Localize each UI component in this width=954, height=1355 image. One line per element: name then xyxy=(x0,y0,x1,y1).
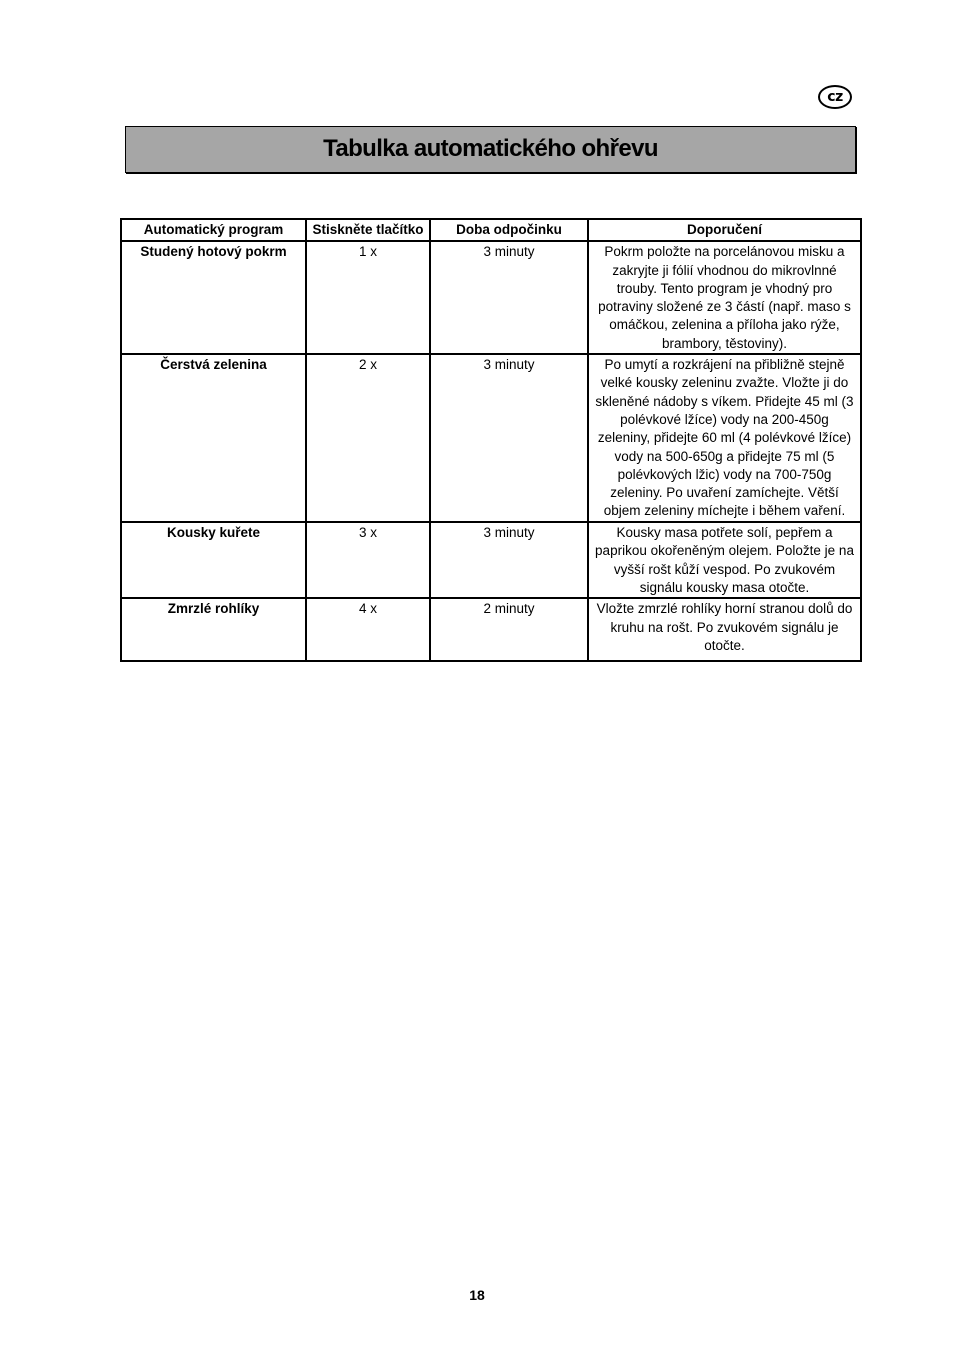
cell-press: 3 x xyxy=(306,522,430,598)
page-number: 18 xyxy=(469,1287,485,1303)
auto-heating-table xyxy=(120,218,862,662)
table-row xyxy=(121,522,861,598)
cell-rest: 3 minuty xyxy=(430,241,588,354)
cell-recommendation: Vložte zmrzlé rohlíky horní stranou dolů do kruhu na rošt. Po zvukovém signálu je otočte. xyxy=(588,598,861,661)
cell-rest: 3 minuty xyxy=(430,354,588,522)
cell-recommendation: Po umytí a rozkrájení na přibližně stejně velké kousky zeleninu zvažte. Vložte ji do skleněné nádoby s víkem. Přidejte 45 ml (3 polévkové lžíce) vody na 200-450g zeleniny, přidejte 60 ml (4 polévkové lžíce) vody na 500-650g a přidejte 75 ml (5 polévkových lžic) vody na 700-750g zeleniny. Po uvaření zamíchejte. Větší objem zeleniny míchejte i během vaření. xyxy=(588,354,861,522)
header-rest-time: Doba odpočinku xyxy=(430,219,588,241)
cell-press: 2 x xyxy=(306,354,430,522)
title-banner xyxy=(125,126,856,173)
cell-recommendation: Pokrm položte na porcelánovou misku a zakryjte ji fólií vhodnou do mikrovlnné trouby. Tento program je vhodný pro potraviny složené ze 3 částí (např. maso s omáčkou, zelenina a příloha jako rýže, brambory, těstoviny). xyxy=(588,241,861,354)
cell-rest: 2 minuty xyxy=(430,598,588,661)
table-row xyxy=(121,241,861,354)
page-title: Tabulka automatického ohřevu xyxy=(323,135,658,162)
header-recommendation: Doporučení xyxy=(588,219,861,241)
cell-program: Zmrzlé rohlíky xyxy=(121,598,306,661)
cell-program: Kousky kuřete xyxy=(121,522,306,598)
cell-rest: 3 minuty xyxy=(430,522,588,598)
table-row xyxy=(121,598,861,661)
table-header-row xyxy=(121,219,861,241)
header-program: Automatický program xyxy=(121,219,306,241)
header-press-button: Stiskněte tlačítko xyxy=(306,219,430,241)
table-row xyxy=(121,354,861,522)
language-badge: cz xyxy=(818,85,852,109)
cell-recommendation: Kousky masa potřete solí, pepřem a paprikou okořeněným olejem. Položte je na vyšší rošt kůží vespod. Po zvukovém signálu kousky masa otočte. xyxy=(588,522,861,598)
cell-press: 1 x xyxy=(306,241,430,354)
cell-program: Studený hotový pokrm xyxy=(121,241,306,354)
cell-press: 4 x xyxy=(306,598,430,661)
cell-program: Čerstvá zelenina xyxy=(121,354,306,522)
